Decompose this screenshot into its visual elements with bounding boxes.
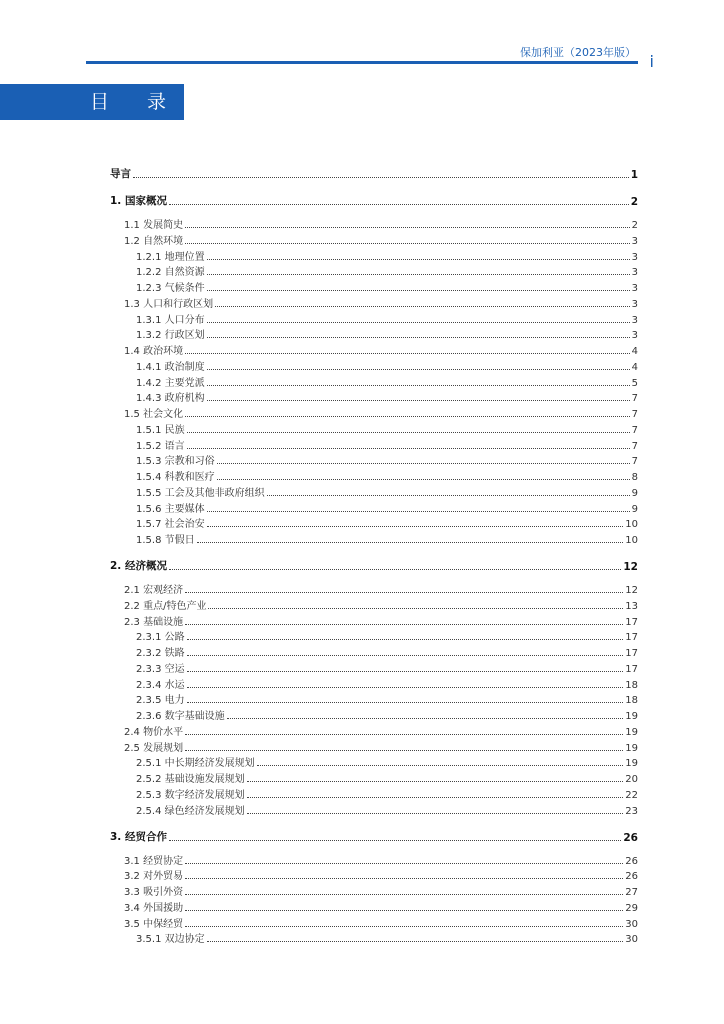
toc-entry[interactable] [110, 580, 638, 596]
dot-leader [185, 243, 630, 244]
dot-leader [185, 624, 623, 625]
toc-entry-label: 1.3.1 人口分布 [136, 314, 205, 326]
toc-entry-page: 3 [631, 251, 638, 263]
toc-entry[interactable] [110, 675, 638, 691]
toc-entry[interactable] [110, 866, 638, 882]
dot-leader [217, 463, 630, 464]
toc-entry-label: 3.5.1 双边协定 [136, 934, 205, 946]
toc-entry-page: 5 [631, 377, 638, 389]
toc-entry-label: 2.3.1 公路 [136, 632, 185, 644]
toc-entry-page: 3 [631, 330, 638, 342]
toc-entry[interactable] [110, 499, 638, 515]
toc-entry-page: 26 [623, 831, 638, 844]
toc-entry-page: 3 [631, 298, 638, 310]
toc-entry-label: 1.5.5 工会及其他非政府组织 [136, 487, 265, 499]
toc-entry-label: 2.3 基础设施 [124, 616, 184, 628]
dot-leader [207, 526, 624, 527]
toc-entry[interactable] [110, 557, 638, 573]
toc-entry-page: 10 [625, 535, 638, 546]
toc-entry[interactable] [110, 165, 638, 181]
dot-leader [247, 781, 624, 782]
toc-entry[interactable] [110, 262, 638, 278]
toc-entry[interactable] [110, 404, 638, 420]
toc-entry[interactable] [110, 898, 638, 914]
toc-entry-page: 19 [625, 726, 638, 738]
toc-entry[interactable] [110, 294, 638, 310]
toc-entry[interactable] [110, 388, 638, 404]
toc-entry[interactable] [110, 247, 638, 263]
dot-leader [215, 306, 630, 307]
dot-leader [197, 542, 624, 543]
toc-entry[interactable] [110, 596, 638, 612]
toc-entry-label: 3.4 外国援助 [124, 902, 184, 914]
toc-entry[interactable] [110, 785, 638, 801]
toc-entry-page: 7 [631, 409, 638, 420]
toc-entry-page: 2 [631, 220, 638, 231]
toc-entry-page: 8 [631, 472, 638, 483]
dot-leader [185, 416, 630, 417]
toc-entry-page: 3 [631, 267, 638, 279]
dot-leader [227, 718, 624, 719]
dot-leader [207, 369, 630, 370]
dot-leader [187, 432, 630, 433]
dot-leader [257, 765, 624, 766]
dot-leader [247, 797, 624, 798]
toc-entry-label: 2.5 发展规划 [124, 742, 184, 754]
toc-entry-page: 19 [625, 711, 638, 722]
toc-entry-page: 3 [631, 283, 638, 294]
dot-leader [185, 894, 623, 895]
toc-entry-page: 7 [631, 393, 638, 405]
dot-leader [185, 926, 623, 927]
toc-entry[interactable] [110, 325, 638, 341]
toc-entry-label: 3.5 中保经贸 [124, 918, 184, 930]
toc-entry-label: 2.2 重点/特色产业 [124, 600, 207, 612]
page-number: i [649, 52, 654, 71]
dot-leader [169, 569, 621, 570]
toc-entry[interactable] [110, 483, 638, 499]
toc-entry-label: 2.5.1 中长期经济发展规划 [136, 758, 255, 770]
toc-entry[interactable] [110, 659, 638, 675]
toc-entry[interactable] [110, 278, 638, 294]
dot-leader [247, 813, 624, 814]
dot-leader [207, 400, 630, 401]
toc-entry-page: 20 [625, 774, 638, 785]
toc-entry-page: 26 [625, 871, 638, 883]
dot-leader [185, 734, 623, 735]
toc-entry-label: 3.2 对外贸易 [124, 871, 184, 883]
toc-entry-label: 1.4.1 政治制度 [136, 361, 205, 373]
toc-entry-label: 1.5 社会文化 [124, 409, 184, 420]
toc-entry-page: 29 [625, 902, 638, 914]
toc-entry[interactable] [110, 420, 638, 436]
toc-entry[interactable] [110, 643, 638, 659]
toc-entry[interactable] [110, 914, 638, 930]
toc-entry-label: 1.1 发展简史 [124, 220, 184, 231]
toc-entry[interactable] [110, 753, 638, 769]
toc-entry-page: 3 [631, 314, 638, 326]
dot-leader [185, 353, 630, 354]
toc-entry[interactable] [110, 357, 638, 373]
toc-entry-page: 2 [630, 196, 638, 208]
dot-leader [187, 655, 624, 656]
dot-leader [185, 878, 623, 879]
toc-entry-page: 19 [625, 758, 638, 770]
dot-leader [187, 687, 624, 688]
toc-entry[interactable] [110, 514, 638, 530]
dot-leader [187, 639, 624, 640]
toc-entry[interactable] [110, 231, 638, 247]
toc-entry-label: 1.5.4 科教和医疗 [136, 472, 215, 483]
dot-leader [187, 448, 630, 449]
toc-entry-page: 26 [625, 855, 638, 867]
toc-entry-label: 1.4 政治环境 [124, 346, 184, 357]
toc-entry-page: 7 [631, 456, 638, 468]
dot-leader [187, 671, 624, 672]
toc-entry-page: 10 [625, 519, 638, 531]
toc-entry[interactable] [110, 738, 638, 754]
dot-leader [185, 863, 623, 864]
toc-entry-label: 1.2.1 地理位置 [136, 251, 205, 263]
toc-entry[interactable] [110, 215, 638, 231]
dot-leader [207, 511, 630, 512]
toc-entry-page: 17 [625, 648, 638, 659]
toc-entry-label: 1.5.2 语言 [136, 440, 185, 452]
toc-entry-page: 17 [625, 663, 638, 675]
toc-entry[interactable] [110, 467, 638, 483]
toc-entry[interactable] [110, 451, 638, 467]
dot-leader [267, 495, 630, 496]
dot-leader [207, 941, 624, 942]
toc-entry-page: 9 [631, 503, 638, 515]
toc-entry-label: 2.3.3 空运 [136, 663, 185, 675]
toc-entry-label: 1.4.2 主要党派 [136, 377, 205, 389]
dot-leader [207, 385, 630, 386]
toc-entry-page: 7 [631, 440, 638, 452]
toc-entry-page: 30 [625, 918, 638, 930]
dot-leader [185, 227, 630, 228]
toc-entry-label: 1.2.2 自然资源 [136, 267, 205, 279]
toc-entry[interactable] [110, 530, 638, 546]
toc-entry[interactable] [110, 828, 638, 844]
toc-entry-page: 22 [625, 789, 638, 801]
dot-leader [208, 608, 623, 609]
toc-entry[interactable] [110, 627, 638, 643]
toc-entry-label: 1.5.7 社会治安 [136, 519, 205, 531]
toc-entry-label: 1.5.1 民族 [136, 424, 185, 436]
toc-entry-page: 18 [625, 695, 638, 707]
dot-leader [207, 274, 630, 275]
toc-entry-label: 1.5.8 节假日 [136, 535, 195, 546]
toc-entry-label: 2.3.6 数字基础设施 [136, 711, 225, 722]
dot-leader [185, 910, 623, 911]
dot-leader [133, 177, 629, 178]
toc-entry-label: 1. 国家概况 [110, 195, 167, 207]
toc-entry-label: 3.3 吸引外资 [124, 887, 184, 898]
toc-entry-page: 12 [623, 561, 638, 573]
toc-entry-page: 27 [625, 887, 638, 898]
toc-entry-label: 导言 [110, 168, 131, 180]
toc-entry-page: 9 [631, 487, 638, 499]
toc-entry-label: 2.5.3 数字经济发展规划 [136, 789, 245, 801]
dot-leader [207, 337, 630, 338]
toc-entry[interactable] [110, 801, 638, 817]
toc-entry[interactable] [110, 929, 638, 945]
dot-leader [185, 750, 623, 751]
toc-entry-page: 13 [625, 600, 638, 612]
toc-entry-label: 1.5.6 主要媒体 [136, 503, 205, 515]
running-header-title: 保加利亚（2023年版） [520, 46, 636, 59]
dot-leader [185, 592, 623, 593]
toc-entry-label: 2.5.4 绿色经济发展规划 [136, 805, 245, 817]
toc-entry[interactable] [110, 436, 638, 452]
dot-leader [207, 259, 630, 260]
toc-entry-label: 1.2.3 气候条件 [136, 283, 205, 294]
toc-entry-label: 3.1 经贸协定 [124, 855, 184, 867]
toc-entry[interactable] [110, 341, 638, 357]
toc-entry-label: 2.4 物价水平 [124, 726, 184, 738]
toc-entry-label: 2.3.4 水运 [136, 679, 185, 691]
toc-entry-page: 12 [625, 585, 638, 596]
toc-entry[interactable] [110, 769, 638, 785]
dot-leader [207, 290, 630, 291]
dot-leader [169, 204, 629, 205]
toc-entry-page: 30 [625, 934, 638, 946]
toc-entry-label: 3. 经贸合作 [110, 830, 167, 843]
toc-entry-page: 17 [625, 616, 638, 628]
section-title-box: 目 录 [0, 84, 184, 120]
toc-entry[interactable] [110, 722, 638, 738]
toc-entry[interactable] [110, 706, 638, 722]
dot-leader [169, 840, 621, 841]
toc-entry-label: 2.3.2 铁路 [136, 648, 185, 659]
toc-entry-label: 2.5.2 基础设施发展规划 [136, 774, 245, 785]
dot-leader [217, 479, 630, 480]
dot-leader [187, 702, 624, 703]
toc-entry-label: 1.4.3 政府机构 [136, 393, 205, 405]
toc-entry[interactable] [110, 882, 638, 898]
toc-entry-page: 7 [631, 424, 638, 436]
toc-entry-page: 3 [631, 235, 638, 247]
toc-entry-page: 1 [630, 169, 638, 181]
toc-entry-page: 19 [625, 742, 638, 754]
toc-entry-page: 4 [631, 346, 638, 357]
header-rule [86, 61, 638, 64]
toc-entry-page: 4 [631, 361, 638, 373]
toc-entry-label: 1.3.2 行政区划 [136, 330, 205, 342]
toc-entry[interactable] [110, 690, 638, 706]
toc-entry[interactable] [110, 310, 638, 326]
toc-entry[interactable] [110, 373, 638, 389]
toc-entry-label: 2.3.5 电力 [136, 695, 185, 707]
toc-entry-page: 18 [625, 679, 638, 691]
toc-entry-page: 17 [625, 632, 638, 644]
toc-entry-label: 1.2 自然环境 [124, 235, 184, 247]
toc-entry[interactable] [110, 192, 638, 208]
toc-entry[interactable] [110, 612, 638, 628]
toc-entry-label: 2.1 宏观经济 [124, 585, 184, 596]
toc-entry[interactable] [110, 851, 638, 867]
toc-entry-label: 2. 经济概况 [110, 560, 167, 572]
toc-entry-label: 1.5.3 宗教和习俗 [136, 456, 215, 468]
dot-leader [207, 322, 630, 323]
toc-entry-page: 23 [625, 805, 638, 817]
toc-entry-label: 1.3 人口和行政区划 [124, 298, 214, 310]
